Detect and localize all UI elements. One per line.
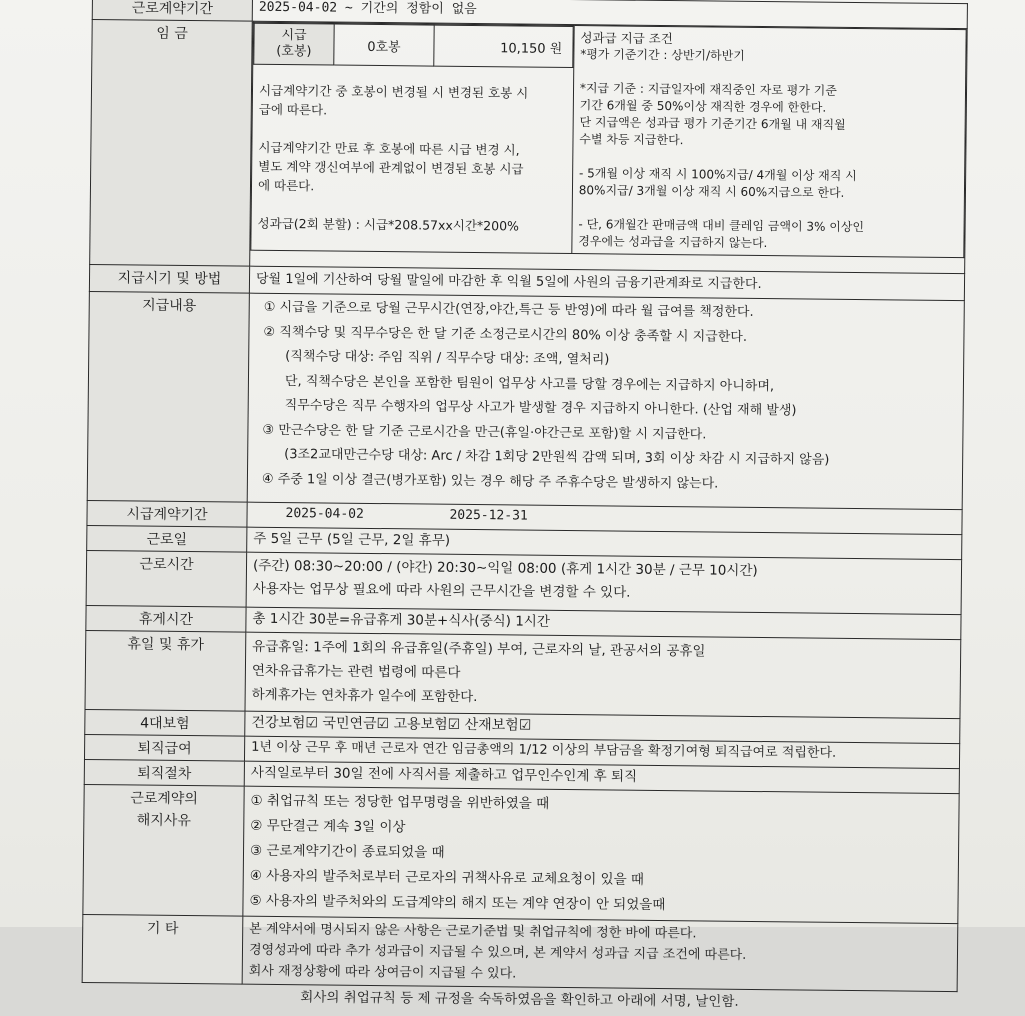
label-contract-period: 시급계약기간 [87,500,247,527]
pay-content-line: 직무수당은 직무 수행자의 업무상 사고가 발생할 경우 지급하지 아니한다. (산업 재해 발생) [284,398,797,419]
pay-content-line: ③ 만근수당은 한 달 기준 근로시간을 만근(휴일·야간근로 포함)할 시 지급한다. [262,422,707,442]
wage-note-line: 시급계약기간 만료 후 호봉에 따른 시급 변경 시, [258,139,520,158]
termination-item: ③ 근로계약기간이 종료되었을 때 [249,842,445,861]
wage-note-line: 별도 계약 갱신여부에 관계없이 변경된 호봉 시급 [258,158,524,177]
holiday-lines [245,632,961,718]
pay-content-line: (3조2교대만근수당 대상: Arc / 차감 1회당 2만원씩 감액 되며, 3회 이상 차감 시 지급하지 않음) [284,447,830,468]
pay-time-value: 당월 1일에 기산하여 당월 말일에 마감한 후 익월 5일에 사원의 금융기관계좌로 지급한다. [249,266,964,300]
bonus-line: *지급 기준 : 지급일자에 재직중인 자로 평가 기준 [579,81,837,98]
bonus-line: - 5개월 이상 재직 시 100%지급/ 4개월 이상 재직 시 [578,166,857,184]
contract-start: 2025-04-02 [285,506,364,522]
period-top-value: 2025-04-02 ~ 기간의 정함이 없음 [252,0,967,29]
insurance-value: 건강보험☑ 국민연금☑ 고용보험☑ 산재보험☑ [245,711,960,743]
label-wage: 임 금 [90,20,253,267]
wage-inner-table [250,22,966,258]
label-severance: 퇴직급여 [84,734,244,761]
pay-content-line: ① 시급을 기준으로 당월 근무시간(연장,야간,특근 등 반영)에 따라 월 급여를 책정한다. [263,299,754,320]
bonus-line: 경우에는 성과급을 지급하지 않는다. [578,234,768,251]
termination-item: ① 취업규칙 또는 정당한 업무명령을 위반하였을 때 [250,792,550,812]
etc-lines [242,916,958,991]
break-time-value: 총 1시간 30분=유급휴게 30분+식사(중식) 1시간 [246,607,961,639]
wage-cell [250,21,968,273]
bonus-conditions [572,26,967,258]
wage-note-line: 시급계약기간 중 호봉이 변경될 시 변경된 호봉 시 [258,82,529,101]
bonus-line: 기간 6개월 중 50%이상 재직한 경우에 한한다. [579,98,827,115]
bonus-line: *평가 기준기간 : 상반기/하반기 [580,47,745,63]
etc-line: 회사 재정상황에 따라 상여금이 지급될 수 있다. [248,963,517,982]
label-work-days: 근로일 [87,525,247,552]
label-break-time: 휴게시간 [86,605,246,632]
pay-content-line: 단, 직책수당은 본인을 포함한 팀원이 업무상 사고를 당할 경우에는 지급하지 아니하며, [284,373,775,394]
work-days-value: 주 5일 근무 (5일 근무, 2일 휴무) [247,527,962,559]
employment-contract-table [81,0,968,1016]
pay-content-lines [247,293,964,509]
bonus-line: 수별 차등 지급한다. [579,132,684,148]
holiday-line: 연차유급휴가는 관련 법령에 따른다 [251,662,461,681]
holiday-line: 유급휴일: 1주에 1회의 유급휴일(주휴일) 부여, 근로자의 날, 관공서의 공휴일 [252,638,706,660]
footer-statement: 회사의 취업규칙 등 제 규정을 숙독하였음을 확인하고 아래에 서명, 날인함. [300,989,739,1010]
bonus-title: 성과급 지급 조건 [580,30,673,47]
pay-content-line: ④ 주중 1일 이상 결근(병가포함) 있는 경우 해당 주 주휴수당은 발생하지 않는다. [261,471,719,492]
hourly-amount: 10,150 원 [434,25,573,67]
work-hours-line: (주간) 08:30~20:00 / (야간) 20:30~익일 08:00 (휴게 1시간 30분 / 근무 10시간) [252,557,758,580]
contract-end: 2025-12-31 [449,507,528,524]
wage-note-line: 급에 따른다. [258,101,328,118]
label-resign: 퇴직절차 [84,759,244,786]
resign-value: 사직일로부터 30일 전에 사직서를 제출하고 업무인수인계 후 퇴직 [244,761,959,793]
work-hours-line: 사용자는 업무상 필요에 따라 사원의 근무시간을 변경할 수 있다. [252,580,631,601]
pay-content-line: ② 직책수당 및 직무수당은 한 달 기준 소정근로시간의 80% 이상 충족할 시 지급한다. [263,324,748,345]
wage-notes [251,65,573,240]
etc-line: 본 계약서에 명시되지 않은 사항은 근로기준법 및 취업규칙에 정한 바에 따른다. [249,921,697,942]
etc-line: 경영성과에 따라 추가 성과급이 지급될 수 있으며, 본 계약서 성과급 지급 조건에 따른다. [248,942,747,963]
label-termination: 근로계약의 해지사유 [83,784,244,916]
wage-note-line: 성과급(2회 분할) : 시급*208.57xx시간*200% [257,215,520,234]
hourly-step: 0호봉 [334,24,434,66]
hourly-label: 시급 (호봉) [254,23,334,65]
pay-content-line: (직책수당 대상: 주임 직위 / 직무수당 대상: 조액, 열처리) [285,349,610,368]
bonus-line: 단 지급액은 성과급 평가 기준기간 6개월 내 재직월 [579,115,846,132]
label-etc: 기 타 [82,914,243,984]
wage-left [251,22,574,253]
work-hours-lines [246,552,962,614]
bonus-lines [578,46,959,254]
label-insurance: 4대보험 [85,709,245,736]
label-work-hours: 근로시간 [86,550,247,607]
label-period-top: 근로계약기간 [92,0,252,21]
termination-items [243,786,959,923]
holiday-line: 하계휴가는 연차휴가 일수에 포함한다. [251,686,478,706]
hourly-row [253,23,573,68]
label-holidays: 휴일 및 휴가 [85,630,246,711]
termination-item: ⑤ 사용자의 발주처와의 도급계약의 해지 또는 계약 연장이 안 되었을때 [249,892,666,914]
wage-note-line: 에 따른다. [257,177,315,194]
termination-item: ④ 사용자의 발주처로부터 근로자의 귀책사유로 교체요청이 있을 때 [249,867,645,888]
label-pay-content: 지급내용 [87,291,249,502]
termination-item: ② 무단결근 계속 3일 이상 [250,817,406,836]
label-pay-time: 지급시기 및 방법 [89,264,249,293]
severance-value: 1년 이상 근무 후 매년 근로자 연간 임금총액의 1/12 이상의 부담금을 확정기여형 퇴직급여로 적립한다. [244,736,959,768]
bonus-line: 80%지급/ 3개월 이상 재직 시 60%지급으로 한다. [578,183,845,200]
bonus-line: - 단, 6개월간 판매금액 대비 클레임 금액이 3% 이상인 [578,217,865,235]
